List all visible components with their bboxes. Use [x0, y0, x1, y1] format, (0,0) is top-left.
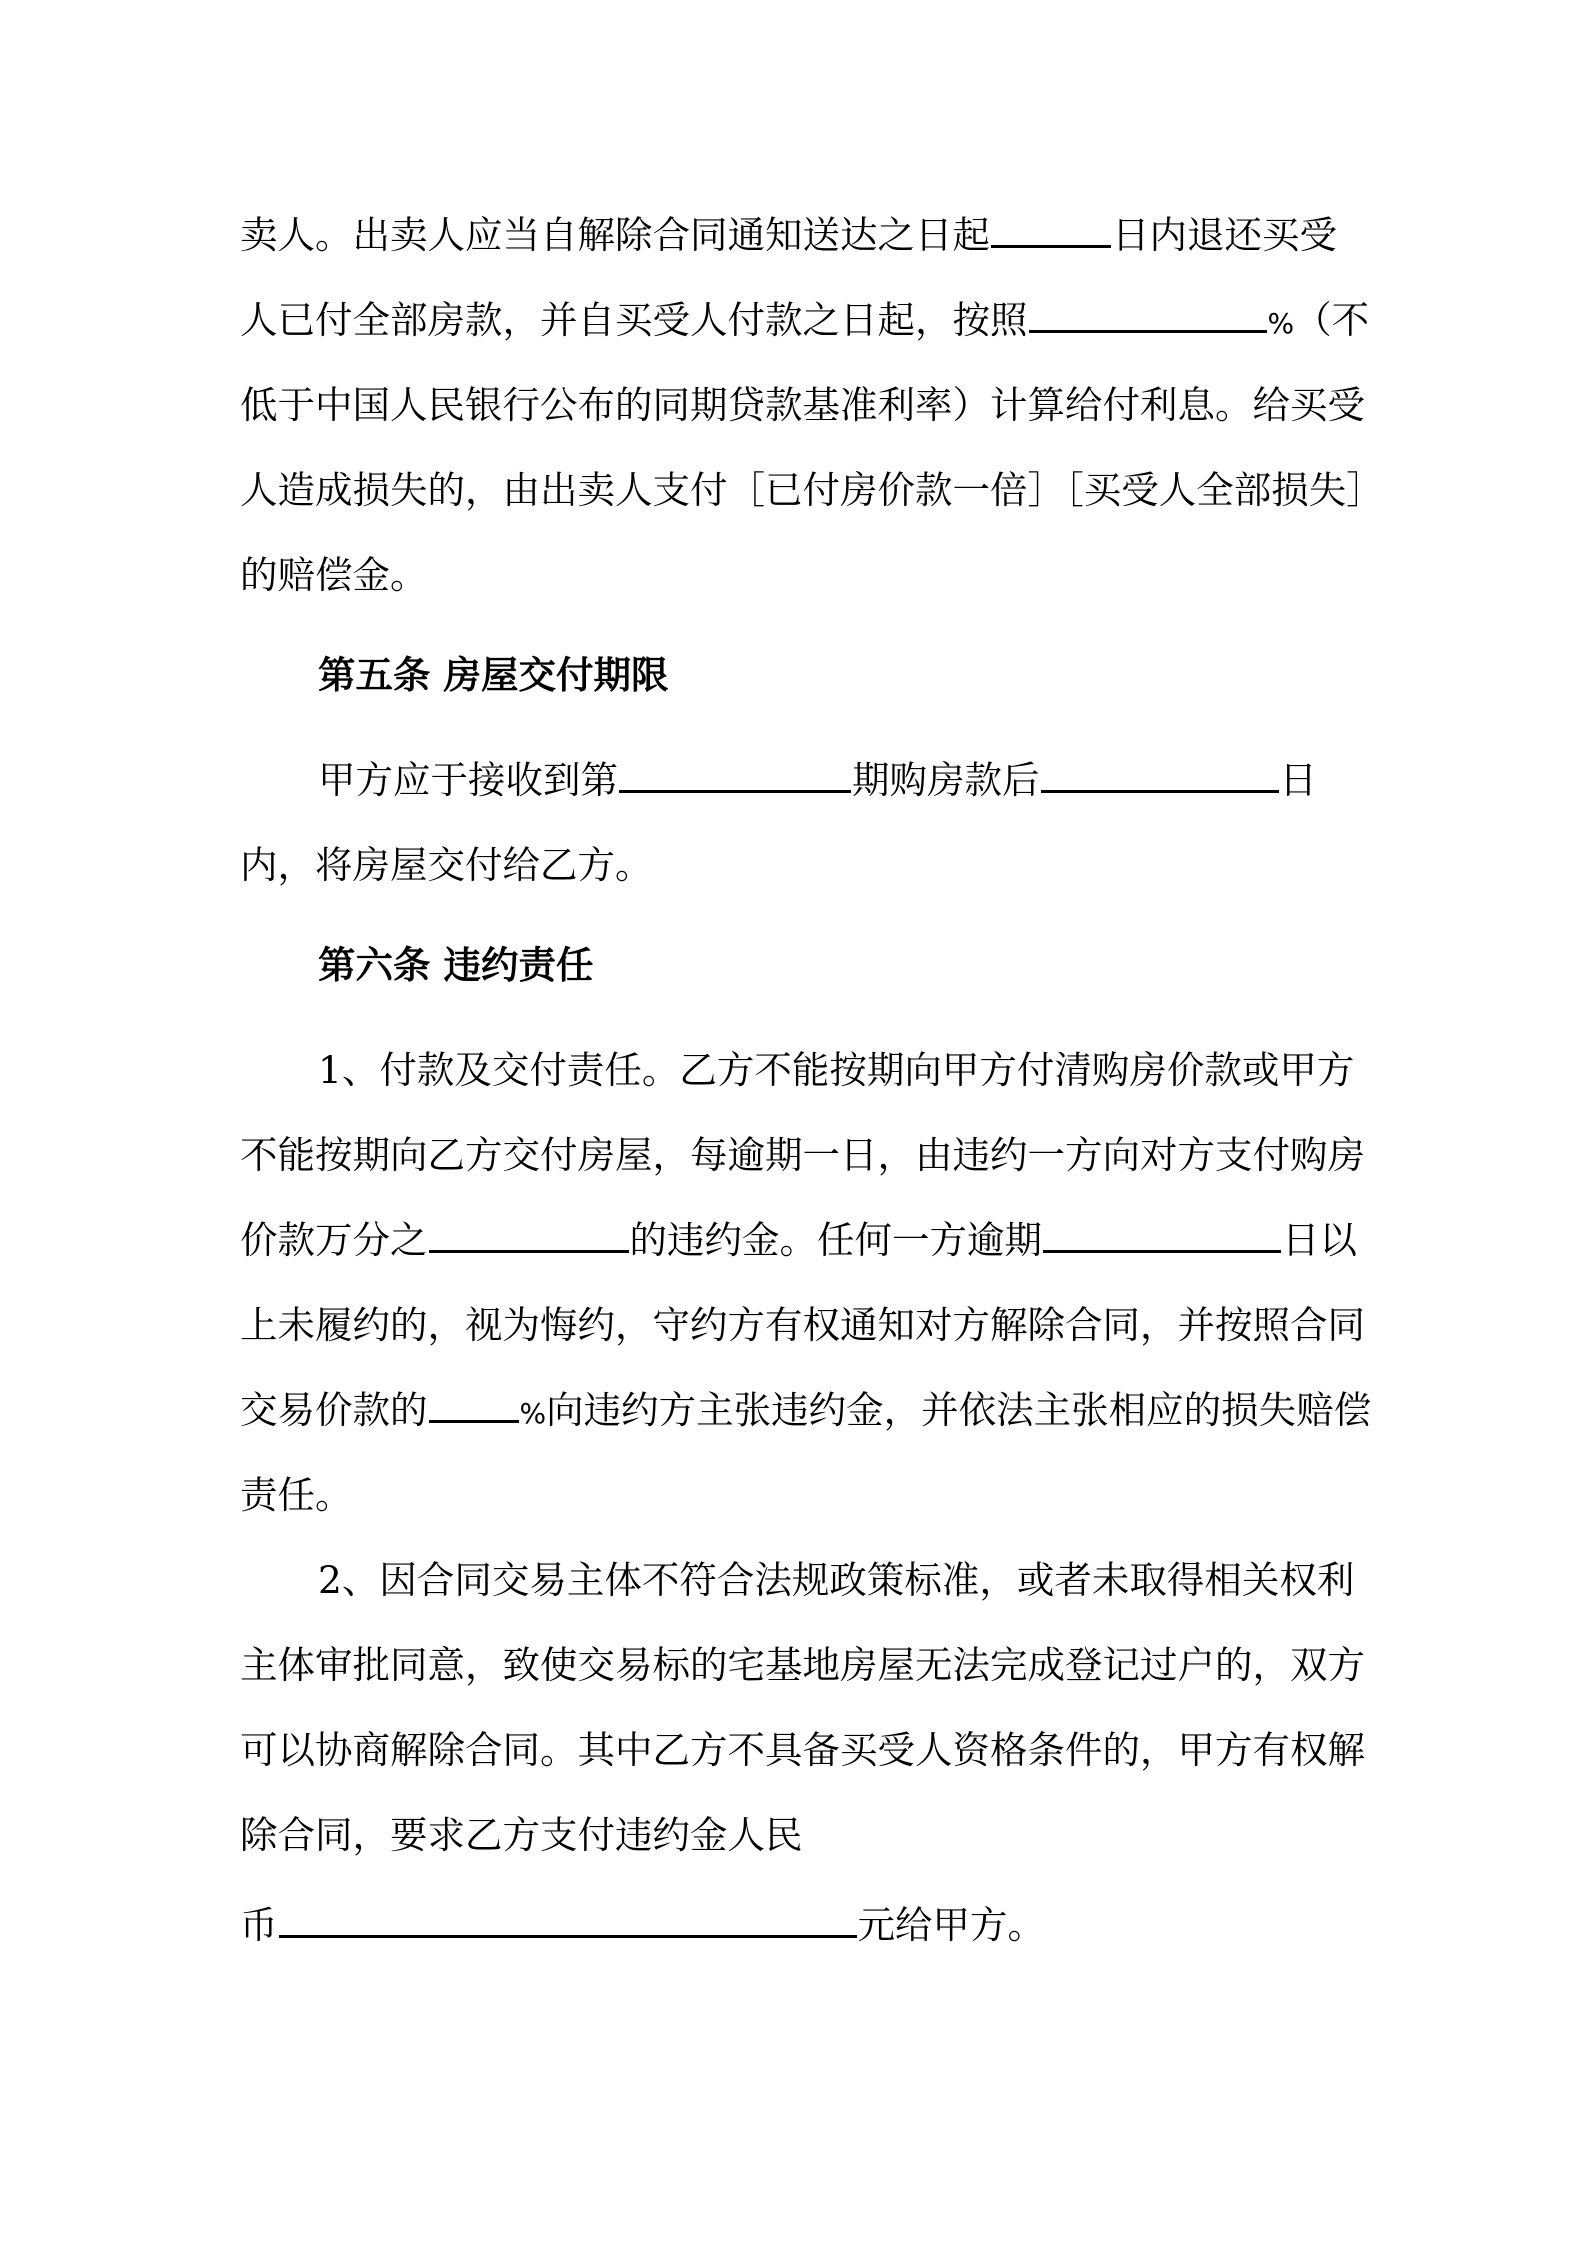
- text-line: 内，将房屋交付给乙方。: [240, 843, 653, 887]
- text-line: 1、付款及交付责任。乙方不能按期向甲方付清购房价款或甲方: [318, 1048, 1355, 1092]
- text-line: 不能按期向乙方交付房屋，每逾期一日，由违约一方向对方支付购房: [240, 1133, 1365, 1177]
- fill-blank: [1041, 752, 1279, 793]
- fill-blank: [279, 1897, 857, 1938]
- text-line: 责任。: [240, 1473, 353, 1517]
- text-segment: 期购房款后: [852, 758, 1040, 802]
- text-line: 2、因合同交易主体不符合法规政策标准，或者未取得相关权利: [318, 1558, 1355, 1602]
- text-segment: 价款万分之: [240, 1218, 428, 1262]
- text-segment: 卖人。出卖人应当自解除合同通知送达之日起: [240, 213, 990, 257]
- text-segment: （不: [1294, 298, 1370, 342]
- text-line: [240, 1895, 1045, 1955]
- text-segment: 元给甲方。: [857, 1903, 1045, 1947]
- text-line: [318, 750, 1317, 810]
- fill-blank: [619, 752, 851, 793]
- text-line: [240, 290, 1369, 350]
- article-5-heading: 第五条 房屋交付期限: [318, 653, 669, 697]
- text-line: 可以协商解除合同。其中乙方不具备买受人资格条件的，甲方有权解: [240, 1728, 1365, 1772]
- text-segment: 的违约金。任何一方逾期: [629, 1218, 1042, 1262]
- fill-blank: [429, 1382, 519, 1423]
- fill-blank: [1029, 292, 1267, 333]
- text-line: [240, 1380, 1371, 1440]
- percent-sign: %: [519, 1397, 547, 1430]
- text-line: 低于中国人民银行公布的同期贷款基准利率）计算给付利息。给买受: [240, 383, 1365, 427]
- text-segment: 人已付全部房款，并自买受人付款之日起，按照: [240, 298, 1028, 342]
- text-segment: 交易价款的: [240, 1388, 428, 1432]
- text-line: [240, 1210, 1357, 1270]
- text-line: 主体审批同意，致使交易标的宅基地房屋无法完成登记过户的，双方: [240, 1643, 1365, 1687]
- text-line: 上未履约的，视为悔约，守约方有权通知对方解除合同，并按照合同: [240, 1303, 1365, 1347]
- fill-blank: [429, 1212, 629, 1253]
- article-6-heading: 第六条 违约责任: [318, 943, 594, 987]
- text-segment: 向违约方主张违约金，并依法主张相应的损失赔偿: [546, 1388, 1372, 1432]
- text-segment: 日内退还买受: [1112, 213, 1337, 257]
- text-segment: 日以: [1282, 1218, 1357, 1262]
- text-segment: 甲方应于接收到第: [318, 758, 618, 802]
- fill-blank: [991, 207, 1111, 248]
- text-line: 的赔偿金。: [240, 553, 428, 597]
- percent-sign: %: [1267, 307, 1295, 340]
- text-line: 除合同，要求乙方支付违约金人民: [240, 1813, 803, 1857]
- text-line: [240, 205, 1337, 265]
- fill-blank: [1043, 1212, 1281, 1253]
- text-segment: 币: [240, 1903, 278, 1947]
- text-segment: 日: [1279, 758, 1317, 802]
- text-line: 人造成损失的，由出卖人支付［已付房价款一倍］［买受人全部损失］: [240, 468, 1384, 512]
